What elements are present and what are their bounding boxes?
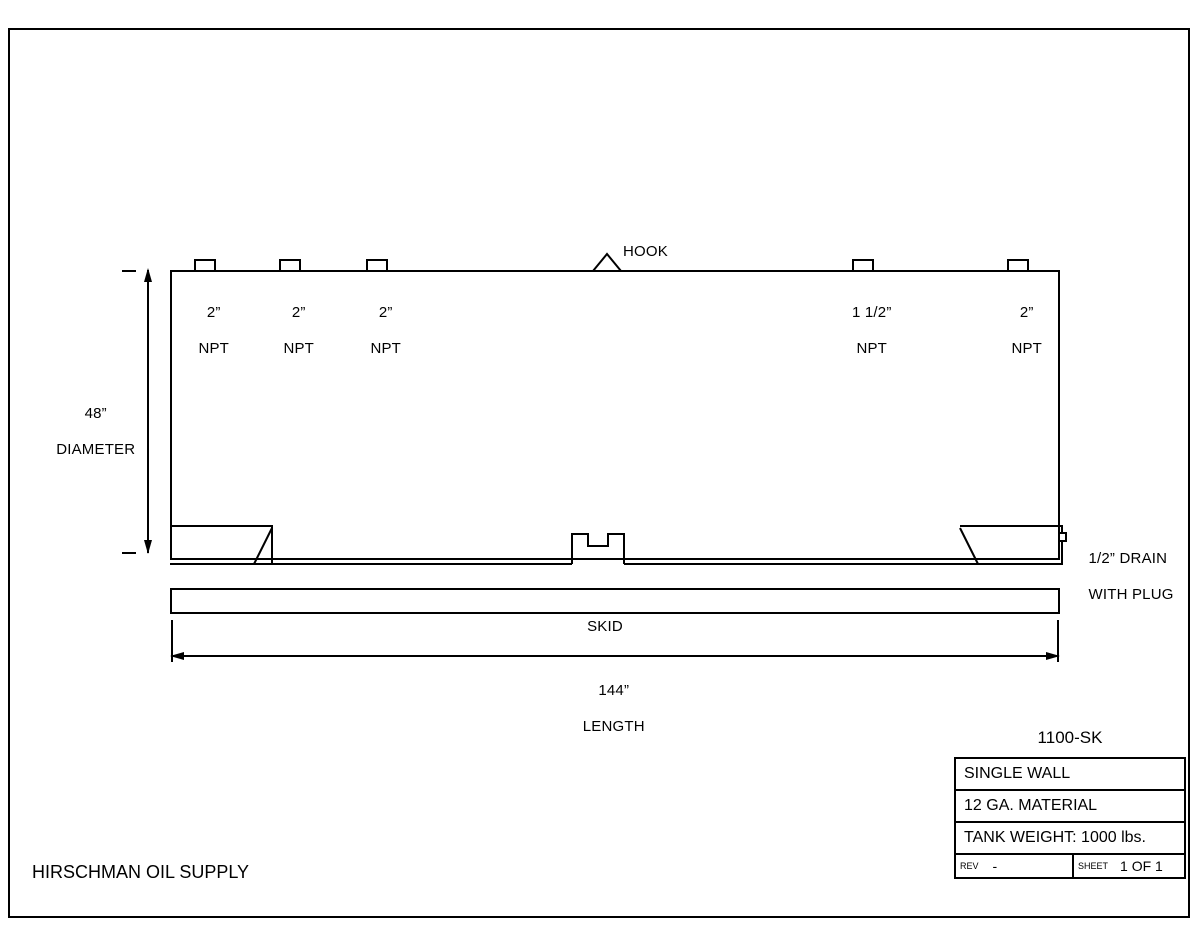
diameter-caption: DIAMETER bbox=[56, 441, 136, 458]
title-block bbox=[954, 757, 1186, 879]
nozzle-4-size: 1 1/2” bbox=[851, 304, 892, 321]
nozzle-3-type: NPT bbox=[370, 340, 402, 357]
nozzle-5-type: NPT bbox=[1011, 340, 1043, 357]
length-caption: LENGTH bbox=[582, 718, 645, 735]
nozzle-1-size: 2” bbox=[206, 304, 221, 321]
sheet-cell bbox=[1074, 855, 1184, 877]
skid-label: SKID bbox=[587, 618, 623, 635]
nozzle-4-label bbox=[823, 286, 903, 376]
nozzle-3-size: 2” bbox=[378, 304, 393, 321]
length-label bbox=[545, 664, 665, 754]
title-block-row-wall-type: SINGLE WALL bbox=[956, 759, 1184, 791]
length-arrow-right-icon bbox=[1044, 648, 1060, 664]
nozzle-4 bbox=[852, 259, 874, 270]
title-block-row-material: 12 GA. MATERIAL bbox=[956, 791, 1184, 823]
drain-port bbox=[1058, 532, 1067, 542]
nozzle-5-size: 2” bbox=[1019, 304, 1034, 321]
nozzle-2 bbox=[279, 259, 301, 270]
hook-icon bbox=[592, 252, 622, 272]
drain-label bbox=[1071, 532, 1174, 622]
length-arrow-left-icon bbox=[170, 648, 186, 664]
sheet-value: 1 OF 1 bbox=[1120, 858, 1163, 874]
skid-base bbox=[170, 588, 1060, 614]
nozzle-3 bbox=[366, 259, 388, 270]
revision-value: - bbox=[992, 858, 998, 874]
nozzle-1-label bbox=[165, 286, 245, 376]
revision-label: REV bbox=[960, 861, 979, 871]
drain-label-line2: WITH PLUG bbox=[1088, 586, 1174, 603]
nozzle-1 bbox=[194, 259, 216, 270]
diameter-value: 48” bbox=[84, 405, 107, 422]
nozzle-5 bbox=[1007, 259, 1029, 270]
diameter-arrow-down-icon bbox=[140, 538, 156, 554]
model-number: 1100-SK bbox=[1037, 728, 1103, 747]
diameter-label bbox=[22, 387, 152, 477]
skid-profile bbox=[168, 518, 1064, 594]
nozzle-3-label bbox=[337, 286, 417, 376]
nozzle-5-label bbox=[978, 286, 1058, 376]
company-name: HIRSCHMAN OIL SUPPLY bbox=[32, 862, 250, 882]
length-dimension-line bbox=[172, 655, 1058, 657]
diameter-tick-top bbox=[122, 270, 136, 272]
nozzle-2-label bbox=[250, 286, 330, 376]
title-block-footer bbox=[956, 855, 1184, 877]
nozzle-4-type: NPT bbox=[856, 340, 888, 357]
nozzle-2-size: 2” bbox=[291, 304, 306, 321]
diameter-tick-bottom bbox=[122, 552, 136, 554]
nozzle-1-type: NPT bbox=[198, 340, 230, 357]
length-value: 144” bbox=[598, 682, 630, 699]
title-block-row-weight: TANK WEIGHT: 1000 lbs. bbox=[956, 823, 1184, 855]
diameter-arrow-up-icon bbox=[140, 268, 156, 284]
sheet-label: SHEET bbox=[1078, 861, 1109, 871]
revision-cell bbox=[956, 855, 1074, 877]
drain-label-line1: 1/2” DRAIN bbox=[1088, 550, 1168, 567]
nozzle-2-type: NPT bbox=[283, 340, 315, 357]
hook-label: HOOK bbox=[623, 243, 668, 260]
